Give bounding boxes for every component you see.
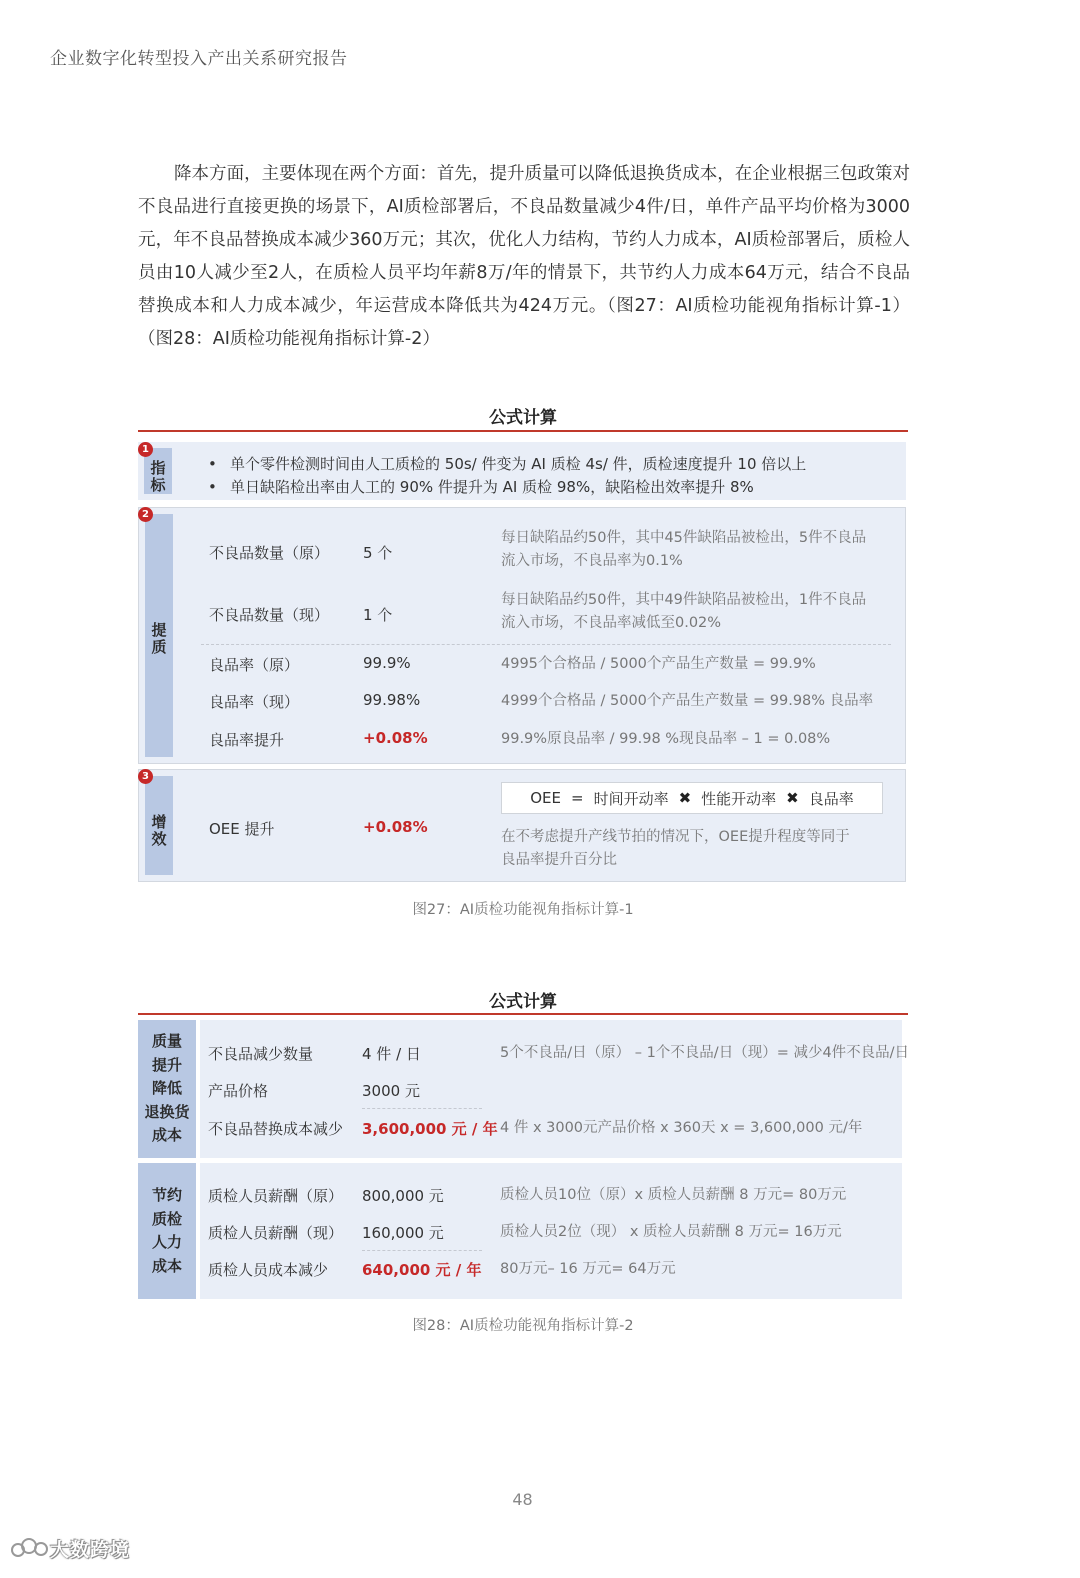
watermark-logo-icon [10,1534,50,1562]
report-header: 企业数字化转型投入产出关系研究报告 [50,49,348,69]
fig28-title-rule [138,1013,908,1015]
row-name: 不良品数量（原） [209,544,330,562]
row-note: 99.9%原良品率 / 99.98 %现良品率 – 1 = 0.08% [501,731,831,747]
row-value: 1 个 [363,606,393,624]
watermark-logo [10,1533,130,1563]
bullet-item: • 单日缺陷检出率由人工的 90% 件提升为 AI 质检 98%，缺陷检出效率提升 8% [208,478,754,496]
row-divider [201,644,891,645]
body-paragraph: 降本方面，主要体现在两个方面：首先，提升质量可以降低退换货成本，在企业根据三包政策对不良品进行直接更换的场景下，AI质检部署后，不良品数量减少4件/日，单件产品平均价格为3000元，年不良品替换成本减少360万元；其次，优化人力结构，节约人力成本，AI质检部署后，质检人员由10人减少至2人，在质检人员平均年薪8万/年的情景下，共节约人力成本64万元，结合不良品替换成本和人力成本减少，年运营成本降低共为424万元。（图27：AI质检功能视角指标计算-1）（图28：AI质检功能视角指标计算-2） [138,164,910,349]
fig28-caption: 图28：AI质检功能视角指标计算-2 [412,1318,634,1334]
row-note: 5个不良品/日（原） – 1个不良品/日（现）= 减少4件不良品/日 [500,1045,910,1061]
multiply-icon: ✖ [678,789,692,807]
row-value: 160,000 元 [362,1224,444,1242]
multiply-icon: ✖ [786,789,799,807]
side-label-bar [145,776,173,875]
row-value: 5 个 [363,544,393,562]
row-note: 4995个合格品 / 5000个产品生产数量 = 99.9% [501,656,816,672]
block-separator [196,1020,200,1158]
row-value: 800,000 元 [362,1187,444,1205]
watermark-text: 大数跨境 [50,1538,131,1561]
fig27-caption: 图27：AI质检功能视角指标计算-1 [412,902,634,918]
side-label-bar [145,514,173,757]
fig28-block-labor-cost [138,1163,902,1299]
bullet-item: • 单个零件检测时间由人工质检的 50s/ 件变为 AI 质检 4s/ 件，质检速度提升 10 倍以上 [208,455,807,473]
row-value: 99.9% [363,654,411,672]
block-separator [196,1163,200,1299]
row-name: 不良品数量（现） [209,606,330,624]
fig27-section-efficiency [138,769,906,882]
row-name: 不良品替换成本减少 [208,1120,344,1138]
fig27-section-quality [138,507,906,764]
row-note: 质检人员2位（现） x 质检人员薪酬 8 万元= 16万元 [500,1224,842,1240]
row-value-highlight: +0.08% [363,729,428,747]
block-label: 节约 质检 人力 成本 [138,1163,196,1299]
row-name: OEE 提升 [209,820,275,838]
row-name: 产品价格 [208,1082,269,1100]
row-name: 质检人员薪酬（原） [208,1187,344,1205]
row-name: 良品率（现） [209,693,300,711]
row-name: 质检人员成本减少 [208,1261,329,1279]
row-name: 良品率（原） [209,656,300,674]
row-name: 不良品减少数量 [208,1045,314,1063]
row-divider [362,1250,482,1251]
page-number: 48 [512,1490,533,1509]
row-value: 99.98% [363,691,421,709]
row-value: 4 件 / 日 [362,1045,421,1063]
fig27-title: 公式计算 [489,408,557,428]
row-name: 质检人员薪酬（现） [208,1224,344,1242]
block-label: 质量 提升 降低 退换货 成本 [138,1020,196,1158]
oee-formula-box: OEE = 时间开动率 ✖ 性能开动率 ✖ 良品率 [501,782,883,814]
row-name: 良品率提升 [209,731,285,749]
row-value: 3000 元 [362,1082,420,1100]
row-note: 质检人员10位（原）x 质检人员薪酬 8 万元= 80万元 [500,1187,847,1203]
row-note: 80万元– 16 万元= 64万元 [500,1261,676,1277]
fig27-section-indicators [138,442,906,500]
side-label-quality: 提质 [151,621,167,656]
row-note: 4999个合格品 / 5000个产品生产数量 = 99.98% 良品率 [501,693,874,709]
section-badge-2: 2 [138,507,153,522]
row-value-highlight: 3,600,000 元 / 年 [362,1120,498,1138]
row-divider [362,1108,482,1109]
row-note: 每日缺陷品约50件，其中45件缺陷品被检出，5件不良品 流入市场，不良品率为0.1% [501,530,867,569]
fig28-block-quality-cost [138,1020,910,1158]
section-badge-1: 1 [138,442,153,457]
fig28-title: 公式计算 [489,992,557,1012]
side-label-efficiency: 增效 [151,813,167,848]
side-label-indicators: 指标 [150,459,166,494]
row-note: 4 件 x 3000元产品价格 x 360天 x = 3,600,000 元/年 [500,1120,863,1136]
fig27-title-rule [138,430,908,432]
row-note: 每日缺陷品约50件，其中49件缺陷品被检出，1件不良品 流入市场，不良品率减低至0.02% [501,592,867,631]
row-value-highlight: +0.08% [363,818,428,836]
row-value-highlight: 640,000 元 / 年 [362,1261,482,1279]
row-note: 在不考虑提升产线节拍的情况下，OEE提升程度等同于 良品率提升百分比 [501,829,850,868]
section-badge-3: 3 [138,769,153,784]
